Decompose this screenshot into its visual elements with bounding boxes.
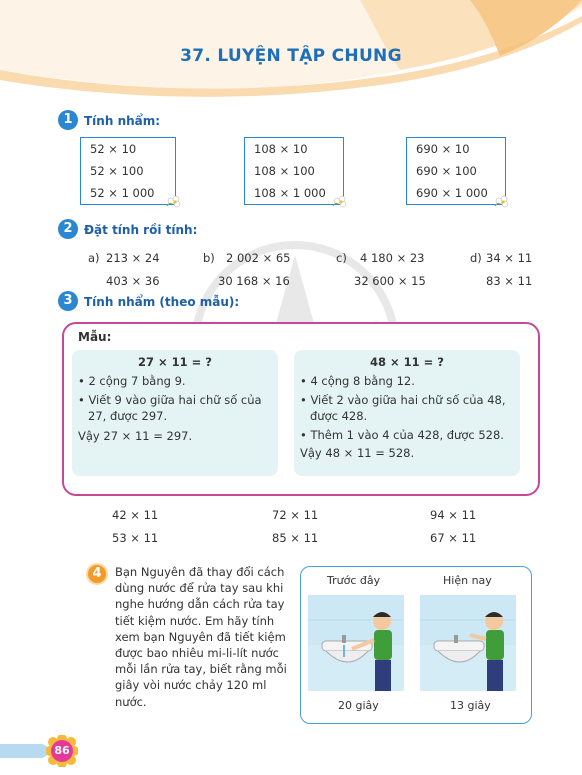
- section-2-title: Đặt tính rồi tính:: [84, 223, 198, 237]
- exercise-item: 108 × 1 000: [254, 186, 326, 200]
- calc-item: 34 × 11: [486, 251, 533, 265]
- now-scene: [420, 595, 516, 691]
- page-title: 37. LUYỆN TẬP CHUNG: [180, 46, 402, 66]
- section-3-title: Tính nhẩm (theo mẫu):: [84, 295, 240, 309]
- calc-item: 83 × 11: [486, 274, 533, 288]
- section-1-title: Tính nhẩm:: [84, 114, 161, 128]
- item-label-c: c): [336, 251, 347, 265]
- flower-icon: [494, 194, 510, 208]
- example-panel-left: [72, 350, 278, 476]
- calc-item: 72 × 11: [272, 508, 319, 522]
- problem-4-text: Bạn Nguyên đã thay đổi cách dùng nước để rửa tay sau khi nghe hướng dẫn cách rửa tay tiết kiệm nước. Em hãy tính xem bạn Nguyên đã tiết kiệm được bao nhiêu mi-li-lít nước mỗi lần rửa tay, biết rằng mỗi giây vòi nước chảy 120 ml nước.: [115, 565, 287, 709]
- calc-item: 213 × 24: [106, 251, 160, 265]
- calc-item: 94 × 11: [430, 508, 477, 522]
- example-heading: 27 × 11 = ?: [138, 355, 212, 369]
- now-label: Hiện nay: [443, 574, 492, 587]
- calc-item: 4 180 × 23: [360, 251, 425, 265]
- footer-bar: [0, 744, 48, 758]
- example-step: • 2 cộng 7 bằng 9.: [78, 374, 186, 388]
- before-time: 20 giây: [338, 699, 379, 712]
- before-label: Trước đây: [327, 574, 381, 587]
- example-step: • Viết 2 vào giữa hai chữ số của 48, được 428.: [300, 393, 506, 423]
- calc-item: 42 × 11: [112, 508, 159, 522]
- example-heading: 48 × 11 = ?: [370, 355, 444, 369]
- example-result: Vậy 48 × 11 = 528.: [300, 446, 415, 460]
- exercise-box-1: [80, 137, 176, 205]
- flower-icon: [332, 194, 348, 208]
- section-4-number: 4: [86, 563, 108, 585]
- exercise-item: 52 × 10: [90, 142, 137, 156]
- calc-item: 403 × 36: [106, 274, 160, 288]
- page-number: 86: [51, 740, 73, 762]
- exercise-item: 690 × 10: [416, 142, 470, 156]
- calc-item: 32 600 × 15: [354, 274, 426, 288]
- example-label: Mẫu:: [78, 330, 112, 344]
- calc-item: 67 × 11: [430, 531, 477, 545]
- calc-item: 53 × 11: [112, 531, 159, 545]
- example-panel-right: [294, 350, 520, 476]
- exercise-item: 108 × 100: [254, 164, 315, 178]
- flower-icon: [166, 194, 182, 208]
- exercise-item: 52 × 1 000: [90, 186, 155, 200]
- example-result: Vậy 27 × 11 = 297.: [78, 429, 193, 443]
- example-step: • Thêm 1 vào 4 của 428, được 528.: [300, 428, 504, 442]
- section-1-number: 1: [58, 110, 78, 130]
- calc-item: 2 002 × 65: [226, 251, 291, 265]
- section-3-number: 3: [58, 291, 78, 311]
- calc-item: 30 168 × 16: [218, 274, 290, 288]
- child-washing-hands-icon: [308, 595, 404, 691]
- now-time: 13 giây: [450, 699, 491, 712]
- exercise-item: 108 × 10: [254, 142, 308, 156]
- item-label-b: b): [203, 251, 215, 265]
- child-washing-hands-icon: [420, 595, 516, 691]
- exercise-item: 52 × 100: [90, 164, 144, 178]
- before-scene: [308, 595, 404, 691]
- example-step: • Viết 9 vào giữa hai chữ số của 27, được 297.: [78, 393, 262, 423]
- section-2-number: 2: [58, 219, 78, 239]
- item-label-d: d): [470, 251, 482, 265]
- exercise-box-3: [406, 137, 506, 205]
- item-label-a: a): [88, 251, 100, 265]
- calc-item: 85 × 11: [272, 531, 319, 545]
- exercise-item: 690 × 100: [416, 164, 477, 178]
- exercise-item: 690 × 1 000: [416, 186, 488, 200]
- exercise-box-2: [244, 137, 344, 205]
- example-step: • 4 cộng 8 bằng 12.: [300, 374, 415, 388]
